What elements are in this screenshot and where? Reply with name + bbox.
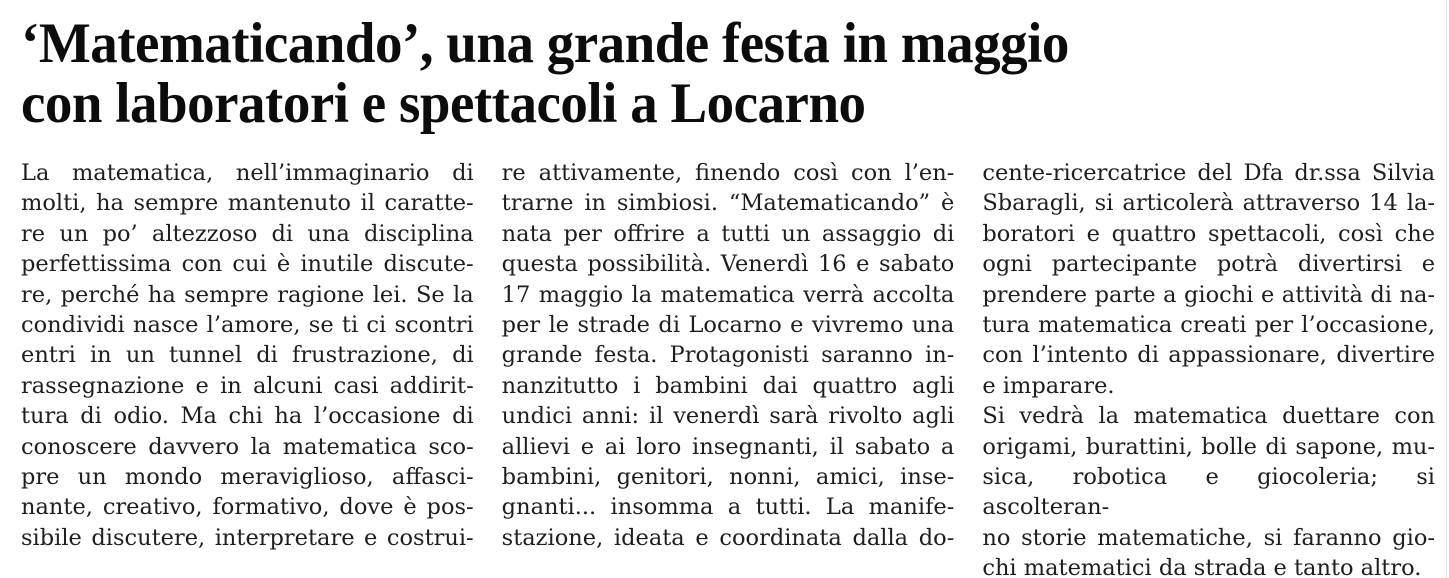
article-text-line: chi matematici da strada e tanto altro.: [982, 555, 1422, 578]
article-text-line: re, perché ha sempre ragione lei. Se la: [21, 281, 474, 308]
article-text-line: prendere parte a giochi e attività di na-: [982, 281, 1436, 308]
article-text-line: nante, creativo, formativo, dove è pos-: [21, 494, 474, 521]
article-text-line: molti, ha sempre mantenuto il caratte-: [21, 190, 474, 217]
article-text-line: cente-ricercatrice del Dfa dr.ssa Silvia: [982, 160, 1436, 186]
article-text-line: no storie matematiche, si faranno gio-: [982, 524, 1436, 551]
article-text-line: Si vedrà la matematica duettare con: [982, 403, 1436, 430]
article-text-line: tura di odio. Ma chi ha l’occasione di: [21, 403, 474, 430]
article-text-line: stazione, ideata e coordinata dalla do-: [501, 524, 955, 551]
article-text-line: bambini, genitori, nonni, amici, inse-: [501, 464, 955, 491]
article-text-line: gnanti... insomma a tutti. La manife-: [501, 494, 955, 521]
article-text-line: re un po’ altezzoso di una disciplina: [21, 220, 474, 247]
article-text-line: grande festa. Protagonisti saranno in-: [501, 342, 955, 369]
article-text-line: nata per offrire a tutti un assaggio di: [501, 220, 955, 247]
article-text-line: pre un mondo meraviglioso, affasci-: [21, 464, 474, 491]
article-text-line: re attivamente, finendo così con l’en-: [501, 160, 955, 186]
article-text-line: questa possibilità. Venerdì 16 e sabato: [501, 251, 955, 278]
article-text-line: trarne in simbiosi. “Matematicando” è: [501, 190, 955, 217]
article-text-line: boratori e quattro spettacoli, così che: [982, 220, 1436, 247]
article-text-line: per le strade di Locarno e vivremo una: [501, 312, 955, 339]
article-text-line: entri in un tunnel di frustrazione, di: [21, 342, 474, 369]
article-text-line: undici anni: il venerdì sarà rivolto agli: [501, 403, 955, 430]
headline-line-1: ‘Matematicando’, una grande festa in maggio: [21, 10, 1069, 75]
article-text-line: nanzitutto i bambini dai quattro agli: [501, 372, 955, 399]
article-text-line: condividi nasce l’amore, se ti ci scontri: [21, 312, 474, 339]
article-text-line: sibile discutere, interpretare e costrui-: [21, 524, 474, 551]
article-text-line: conoscere davvero la matematica sco-: [21, 433, 474, 460]
article-body: [21, 158, 1435, 578]
article-column-1: [21, 158, 474, 578]
article-column-2: [502, 158, 955, 578]
headline-line-2: con laboratori e spettacoli a Locarno: [21, 70, 866, 135]
article-text-line: e imparare.: [982, 372, 1115, 399]
article-text-line: allievi e ai loro insegnanti, il sabato a: [501, 433, 955, 460]
scan-edge-line: [1446, 0, 1447, 578]
article-text-line: origami, burattini, bolle di sapone, mu-: [982, 433, 1436, 460]
article-text-line: La matematica, nell’immaginario di: [21, 160, 474, 186]
article-text-line: tura matematica creati per l’occasione,: [982, 312, 1436, 339]
article-text-line: rassegnazione e in alcuni casi addirit-: [21, 372, 474, 399]
article-text-line: Sbaragli, si articolerà attraverso 14 la-: [982, 190, 1436, 217]
article-text-line: con l’intento di appassionare, divertire: [982, 342, 1436, 369]
article-text-line: 17 maggio la matematica verrà accolta: [501, 281, 955, 308]
article-text-line: perfettissima con cui è inutile discute-: [21, 251, 474, 278]
article-column-3: [982, 158, 1435, 578]
article-text-line: sica, robotica e giocoleria; si ascolteran-: [982, 464, 1436, 521]
article-text-line: ogni partecipante potrà divertirsi e: [982, 251, 1436, 278]
article-headline: [21, 10, 1435, 135]
